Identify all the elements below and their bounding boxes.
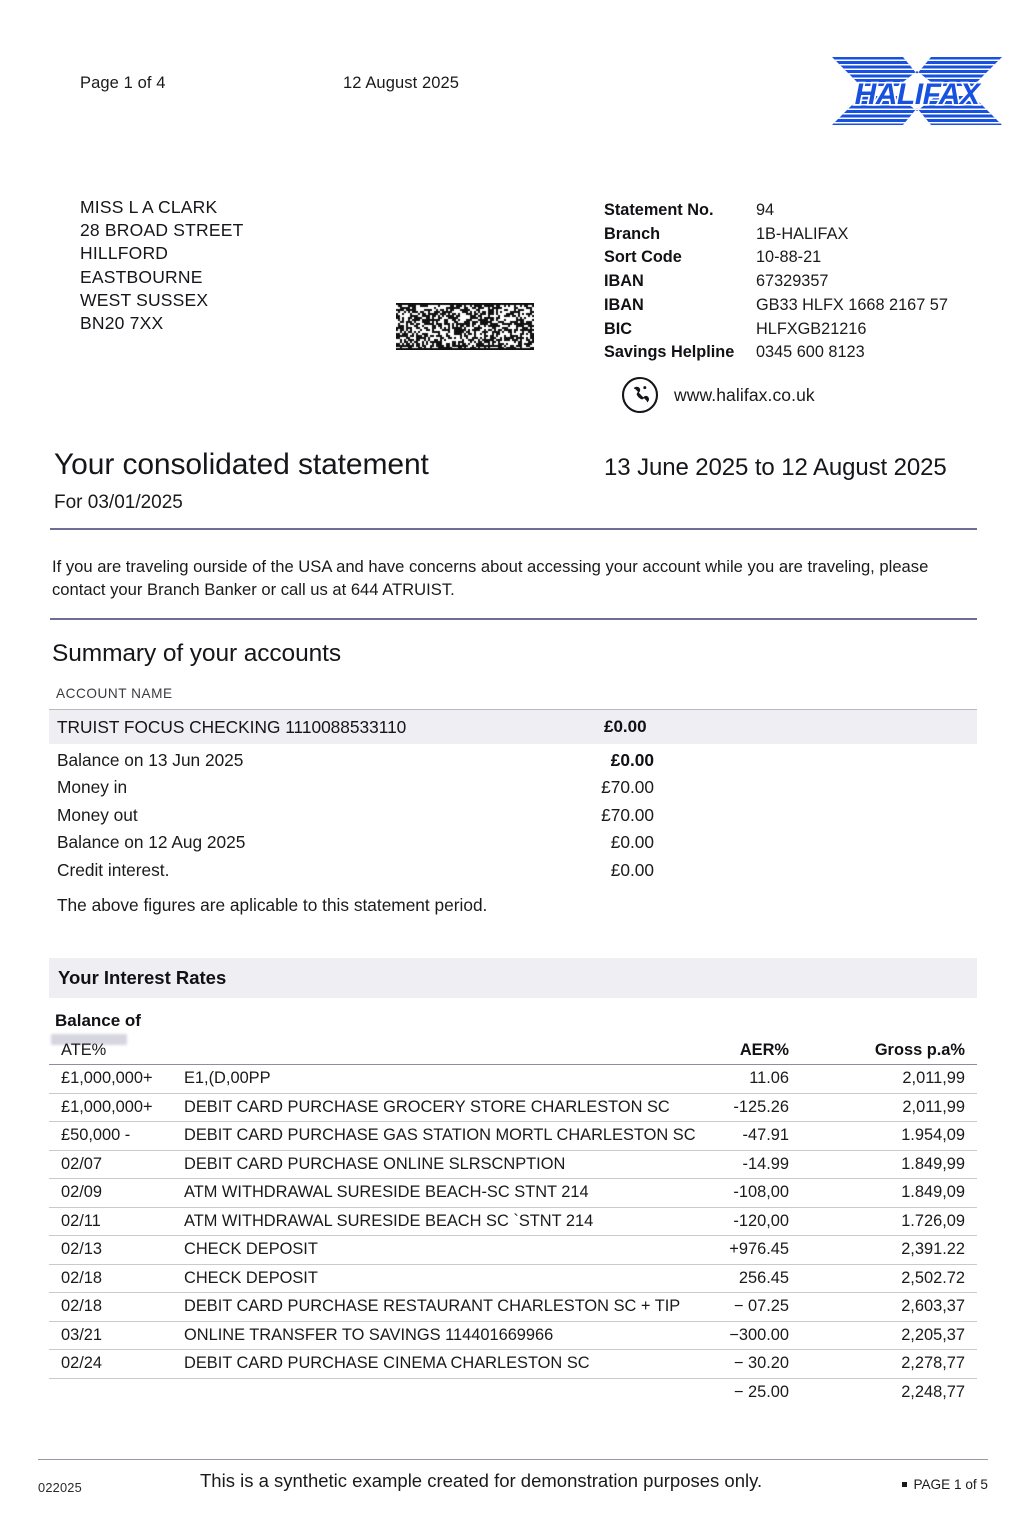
travel-notice: If you are traveling ourside of the USA and have concerns about accessing your account while you are traveling, please contact your Branch Banker or call us at 644 ATRUIST. <box>52 557 929 599</box>
footer-divider <box>38 1459 988 1460</box>
row-aer: − 30.20 <box>733 1354 789 1372</box>
detail-label: Savings Helpline <box>604 343 735 362</box>
statement-period: 13 June 2025 to 12 August 2025 <box>604 454 947 481</box>
table-row <box>49 1322 977 1351</box>
summary-column-label: ACCOUNT NAME <box>56 686 173 701</box>
row-aer: -125.26 <box>733 1097 789 1116</box>
account-detail-row <box>604 270 948 294</box>
summary-row-label: Money in <box>57 777 128 798</box>
row-gross: 1.954,09 <box>901 1126 965 1144</box>
row-balance: 03/21 <box>61 1325 103 1344</box>
summary-row-label: Credit interest. <box>57 859 170 880</box>
row-gross: 2,248,77 <box>901 1382 965 1401</box>
row-description: ONLINE TRANSFER TO SAVINGS 114401669966 <box>184 1325 554 1344</box>
summary-rows <box>57 750 657 887</box>
account-name: TRUIST FOCUS CHECKING 1110088533110 <box>57 717 407 737</box>
table-row <box>49 1151 977 1180</box>
balance-of-label: Balance of <box>55 1011 141 1030</box>
summary-row-value: £0.00 <box>610 859 654 880</box>
row-aer: -47.91 <box>742 1126 789 1144</box>
row-description: E1,(D,00PP <box>184 1069 271 1087</box>
account-detail-row <box>604 246 948 270</box>
account-detail-row <box>604 318 948 342</box>
row-aer: -14.99 <box>742 1154 789 1173</box>
table-row <box>49 1293 977 1322</box>
summary-row-value: £0.00 <box>610 750 654 770</box>
row-description: DEBIT CARD PURCHASE GROCERY STORE CHARLESTON SC <box>184 1097 670 1116</box>
datamatrix-barcode <box>396 303 534 350</box>
account-detail-row <box>604 223 948 247</box>
statement-date: 12 August 2025 <box>343 74 460 92</box>
row-gross: 1.849,99 <box>901 1154 965 1173</box>
footer-disclaimer: This is a synthetic example created for demonstration purposes only. <box>200 1470 763 1491</box>
address-line: MISS L A CLARK <box>80 197 218 217</box>
interest-rates-table <box>49 1040 977 1406</box>
table-row <box>49 1350 977 1379</box>
address-line: WEST SUSSEX <box>80 289 209 310</box>
account-detail-row <box>604 199 948 223</box>
row-gross: 2,391.22 <box>901 1240 965 1258</box>
detail-label: IBAN <box>604 295 644 314</box>
table-row <box>49 1208 977 1237</box>
row-gross: 2,011,99 <box>902 1097 965 1116</box>
row-description: ATM WITHDRAWAL SURESIDE BEACH-SC STNT 214 <box>184 1183 589 1201</box>
detail-value: GB33 HLFX 1668 2167 57 <box>756 295 948 314</box>
page-indicator: Page 1 of 4 <box>80 74 166 92</box>
interest-rates-header <box>49 958 977 998</box>
address-line: HILLFORD <box>80 243 169 264</box>
statement-subtitle: For 03/01/2025 <box>54 492 183 513</box>
address-line: BN20 7XX <box>80 313 164 334</box>
row-aer: −300.00 <box>729 1325 789 1344</box>
recipient-address <box>80 196 243 335</box>
table-row <box>49 1236 977 1265</box>
row-gross: 2,603,37 <box>901 1297 965 1315</box>
footer-page-label: PAGE 1 of 5 <box>913 1477 988 1492</box>
row-aer: -108,00 <box>733 1183 789 1201</box>
website-line <box>620 375 815 415</box>
summary-row-label: Balance on 12 Aug 2025 <box>57 832 246 853</box>
row-balance: £1,000,000+ <box>61 1069 153 1087</box>
account-balance: £0.00 <box>604 717 647 736</box>
summary-heading: Summary of your accounts <box>52 640 341 667</box>
row-balance: £1,000,000+ <box>61 1097 153 1116</box>
account-detail-row <box>604 341 948 365</box>
row-aer: − 07.25 <box>733 1297 789 1315</box>
summary-row <box>57 750 657 777</box>
row-gross: 2,502.72 <box>901 1268 965 1287</box>
detail-value: 10-88-21 <box>756 248 822 267</box>
row-balance: 02/09 <box>61 1183 103 1201</box>
header-aer: AER% <box>739 1041 789 1059</box>
detail-value: 1B-HALIFAX <box>756 224 849 243</box>
detail-label: Branch <box>604 224 661 243</box>
detail-value: HLFXGB21216 <box>756 319 867 338</box>
summary-row-value: £70.00 <box>601 804 654 825</box>
table-row <box>49 1265 977 1294</box>
detail-value: 94 <box>756 201 775 219</box>
detail-label: Statement No. <box>604 201 714 219</box>
row-description: DEBIT CARD PURCHASE GAS STATION MORTL CHARLESTON SC <box>184 1126 696 1144</box>
address-line: 28 BROAD STREET <box>80 220 244 241</box>
statement-title: Your consolidated statement <box>54 448 429 481</box>
table-row <box>49 1179 977 1208</box>
row-balance: 02/07 <box>61 1154 103 1173</box>
detail-label: Sort Code <box>604 248 682 267</box>
table-header-row <box>49 1040 977 1065</box>
address-line: EASTBOURNE <box>80 266 203 287</box>
summary-note: The above figures are aplicable to this statement period. <box>57 895 488 915</box>
row-description: ATM WITHDRAWAL SURESIDE BEACH SC `STNT 214 <box>184 1211 594 1230</box>
square-bullet-icon <box>902 1482 907 1487</box>
row-description: DEBIT CARD PURCHASE ONLINE SLRSCNPTION <box>184 1154 566 1173</box>
row-balance: 02/11 <box>61 1211 101 1230</box>
row-description: CHECK DEPOSIT <box>184 1268 318 1287</box>
row-gross: 1.849,09 <box>901 1183 965 1201</box>
row-gross: 2,278,77 <box>901 1354 965 1372</box>
account-summary-row[interactable] <box>49 710 977 744</box>
header-gross: Gross p.a% <box>874 1041 965 1059</box>
detail-label: IBAN <box>604 272 644 291</box>
halifax-logo <box>828 52 1006 130</box>
row-gross: 2,205,37 <box>901 1325 965 1344</box>
svg-text:HALIFAX: HALIFAX <box>854 78 980 111</box>
table-row <box>49 1094 977 1123</box>
row-description: CHECK DEPOSIT <box>184 1240 318 1258</box>
summary-row-label: Money out <box>57 804 138 825</box>
table-row <box>49 1122 977 1151</box>
summary-row-value: £70.00 <box>601 777 654 798</box>
row-aer: 256.45 <box>738 1268 789 1287</box>
table-row <box>49 1379 977 1407</box>
row-aer: -120,00 <box>733 1211 789 1230</box>
website-url[interactable]: www.halifax.co.uk <box>674 384 815 405</box>
row-aer: − 25.00 <box>733 1382 789 1401</box>
detail-value: 0345 600 8123 <box>756 343 865 362</box>
interest-rates-heading: Your Interest Rates <box>58 967 227 988</box>
row-balance: 02/13 <box>61 1240 103 1258</box>
row-aer: +976.45 <box>729 1240 789 1258</box>
summary-row-label: Balance on 13 Jun 2025 <box>57 750 244 770</box>
row-aer: 11.06 <box>749 1069 789 1087</box>
row-description: DEBIT CARD PURCHASE RESTAURANT CHARLESTON SC + TIP <box>184 1297 681 1315</box>
row-balance: £50,000 - <box>61 1126 131 1144</box>
row-gross: 1.726,09 <box>901 1211 965 1230</box>
summary-row <box>57 832 657 859</box>
account-detail-row <box>604 294 948 318</box>
summary-row-value: £0.00 <box>610 832 654 853</box>
detail-label: BIC <box>604 319 633 338</box>
footer-page-indicator <box>902 1477 988 1492</box>
row-gross: 2,011,99 <box>902 1069 965 1087</box>
header-rate: ATE% <box>61 1041 107 1059</box>
row-description: DEBIT CARD PURCHASE CINEMA CHARLESTON SC <box>184 1354 590 1372</box>
row-balance: 02/18 <box>61 1268 103 1287</box>
detail-value: 67329357 <box>756 272 829 291</box>
divider-below-notice <box>50 618 977 620</box>
account-details-block <box>604 199 948 365</box>
phone-circle-icon <box>620 375 660 415</box>
row-balance: 02/18 <box>61 1297 103 1315</box>
table-row <box>49 1065 977 1094</box>
summary-row <box>57 777 657 804</box>
row-balance: 02/24 <box>61 1354 103 1372</box>
footer-code: 022025 <box>38 1480 82 1495</box>
divider-top <box>50 528 977 530</box>
summary-row <box>57 805 657 832</box>
summary-row <box>57 860 657 887</box>
